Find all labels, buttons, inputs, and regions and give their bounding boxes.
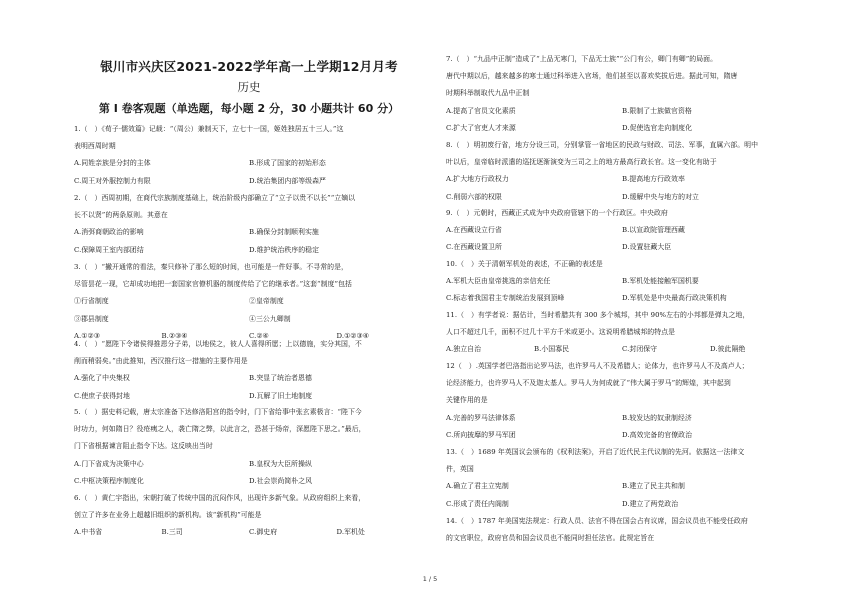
- option: A.独立自治: [446, 345, 482, 354]
- option: A.门下省成为决策中心: [74, 459, 144, 468]
- question-line: 13.（ ）1689 年英国议会颁布的《权利法案》，开启了近代民主代议制的先河。依据这一法律文: [446, 448, 745, 456]
- option: ③郡县制度: [74, 314, 109, 323]
- question-line: 叶以后，皇帝临时派遣的巡抚逐渐演变为三司之上的地方最高行政长官。这一变化有助于: [446, 158, 717, 167]
- page-number: 1 / 5: [422, 575, 438, 583]
- option: A.消弭商朝政治的影响: [74, 228, 144, 237]
- option: B.以宣政院管理西藏: [622, 226, 685, 235]
- option: ④三公九卿制: [249, 314, 291, 323]
- question-11: [446, 307, 798, 359]
- question-line: 表明西周时期: [74, 142, 116, 151]
- option: B.建立了民主共和制: [622, 482, 685, 491]
- option: D.维护统治秩序的稳定: [249, 245, 320, 254]
- question-line: 关键作用的是: [446, 396, 488, 405]
- section-heading: 第 I 卷客观题（单选题，每小题 2 分，30 小题共计 60 分）: [98, 102, 400, 115]
- question-8: [446, 137, 798, 206]
- exam-subject: 历史: [237, 80, 261, 94]
- question-line: 2.（ ）西周初期，在商代宗族制度基础上，统治阶级内部确立了“立子以贵不以长”“立嫡以: [74, 194, 356, 202]
- option: C.标志着我国君主专制统治发展到顶峰: [446, 294, 565, 303]
- question-line: 11.（ ）有学者说：据估计，当时希腊共有 300 多个城邦，其中 90%左右的小邦都是弹丸之地，: [446, 311, 750, 319]
- option: C.保障周王室内部团结: [74, 245, 144, 254]
- option: D.彼此隔绝: [710, 345, 746, 354]
- option: D.促使选官走向制度化: [622, 123, 693, 132]
- question-14: [446, 513, 798, 547]
- question-10: [446, 256, 798, 308]
- option: C.使庶子获得封地: [74, 391, 130, 400]
- question-line: 长不以贤”的两条原则。其意在: [74, 211, 168, 220]
- question-line: 论经济能力，也许罗马人不及迦太基人。罗马人为何成就了“伟大属于罗马”的辉煌，其中起到: [446, 379, 731, 388]
- question-line: 7.（ ）“九品中正制”造成了“上品无寒门，下品无士族”“公门有公，卿门有卿”的局面。: [446, 55, 718, 63]
- option: C.封闭保守: [622, 345, 658, 354]
- option: C.中枢决策程序制度化: [74, 476, 144, 485]
- question-4: [74, 336, 424, 405]
- question-line: 4.（ ）“愿陛下令诸侯得推恩分子弟，以地侯之，彼人人喜得所愿；上以德施，实分其国，不: [74, 340, 362, 348]
- question-line: 1.（ ）《荀子·儒效篇》记载：“（周公）兼制天下，立七十一国，姬姓独居五十三人。”这: [74, 125, 344, 133]
- question-line: 削而稍弱矣。”由此推知，西汉推行这一措施的主要作用是: [74, 357, 248, 366]
- option: B.突显了统治者恩德: [249, 374, 312, 383]
- option: A.完善的罗马法律体系: [446, 413, 516, 422]
- question-line: 12（ ）.英国学者巴洛指出论罗马法，也许罗马人不及希腊人；论体力，也许罗马人不及高卢人；: [446, 362, 749, 370]
- question-9: [446, 205, 798, 257]
- option: B.三司: [161, 528, 183, 537]
- question-line: 尽管昙花一现，它却成功地把一套国家官僚机器的制度传给了它的继承者。”这套“制度”包括: [74, 280, 352, 289]
- question-5: [74, 404, 424, 490]
- option: A.强化了中央集权: [74, 374, 130, 383]
- option: B.皇权为大臣所操纵: [249, 459, 312, 468]
- question-1: [74, 121, 424, 190]
- option: A.中书省: [74, 528, 103, 537]
- option: C.扩大了官吏人才来源: [446, 123, 516, 132]
- question-6: [74, 490, 424, 542]
- question-12: [446, 358, 798, 444]
- option: A.提高了官员文化素质: [446, 106, 516, 115]
- option: D.缓解中央与地方的对立: [622, 192, 699, 201]
- question-line: 创立了许多在业务上超越旧组织的新机构。该“新机构”可能是: [74, 511, 262, 520]
- option: C.②④: [249, 331, 269, 340]
- question-7: [446, 51, 798, 137]
- question-line: 人口不超过几千，面积不过几十平方千米或更小。这说明希腊城邦的特点是: [446, 328, 676, 337]
- question-line: 5.（ ）据史料记载，唐太宗准备下达修洛阳宫的指令时，门下省给事中张玄素极言：“陛下今: [74, 408, 362, 416]
- option: A.扩大地方行政权力: [446, 175, 509, 184]
- option: D.瓦解了旧土地制度: [249, 391, 313, 400]
- question-line: 时期科举制取代九品中正制: [446, 89, 530, 98]
- option: D.军机处是中央最高行政决策机构: [622, 294, 727, 303]
- option: A.在西藏设立行省: [446, 226, 502, 235]
- question-3: [74, 259, 424, 345]
- option: D.①②③④: [336, 331, 369, 340]
- option: B.形成了国家的初始形态: [249, 159, 326, 168]
- option: B.确保分封制顺利实施: [249, 228, 319, 237]
- option: B.提高地方行政效率: [622, 175, 685, 184]
- option: B.较发达的奴隶制经济: [622, 413, 692, 422]
- option: D.高效完备的官僚政治: [622, 430, 693, 439]
- option: B.军机处能接触军国机要: [622, 277, 699, 286]
- option: B.小国寡民: [534, 345, 570, 354]
- option: C.形成了责任内阁制: [446, 499, 509, 508]
- question-line: 门下省根据谏言阻止指令下达。这反映出当时: [74, 442, 213, 451]
- question-line: 10.（ ）关于清朝军机处的表述，不正确的表述是: [446, 260, 603, 268]
- option: ②皇帝制度: [249, 297, 284, 306]
- option: A.军机大臣由皇帝挑选的亲信充任: [446, 277, 551, 286]
- question-line: 时功力，何如隋日？役疮痍之人，袭亡隋之弊，以此言之，恐甚于炀帝，深愿陛下思之。”最后，: [74, 425, 366, 434]
- option: D.军机处: [336, 528, 365, 537]
- question-line: 的文官职位，政府官员和国会议员也不能同时担任法官。此规定旨在: [446, 534, 655, 543]
- option: A.同姓亲族是分封的主体: [74, 159, 151, 168]
- option: C.御史府: [249, 528, 278, 537]
- option: ①行省制度: [74, 297, 109, 306]
- question-13: [446, 444, 798, 513]
- question-line: 9.（ ）元朝时，西藏正式成为中央政府管辖下的一个行政区。中央政府: [446, 209, 668, 217]
- option: A.①②③: [74, 331, 100, 340]
- option: D.统治集团内部等级森严: [249, 176, 326, 185]
- option: B.②③④: [161, 331, 188, 340]
- question-line: 件，英国: [446, 465, 474, 474]
- question-line: 6.（ ）黄仁宇指出，宋朝打破了传统中国的沉闷作风，出现许多新气象。从政府组织上来看，: [74, 494, 366, 502]
- question-line: 唐代中期以后，越来越多的寒士通过科举进入官场，他们甚至以喜欢奖拔后进。据此可知，隋唐: [446, 72, 738, 81]
- option: B.限制了士族做官资格: [622, 106, 692, 115]
- option: C.周王对外服控制力有限: [74, 176, 151, 185]
- option: C.在西藏设置卫所: [446, 243, 502, 252]
- question-2: [74, 190, 424, 259]
- question-line: 14.（ ）1787 年美国宪法规定：行政人员、法官不得在国会占有议席，国会议员也不能受任政府: [446, 517, 748, 525]
- option: D.设置驻藏大臣: [622, 243, 672, 252]
- option: A.确立了君主立宪制: [446, 482, 509, 491]
- question-line: 3.（ ）“撇开通常的看法，秦只修补了那么短的时间，也可能是一件好事。不寻常的是，: [74, 263, 348, 271]
- option: C.削弱六部的权限: [446, 192, 502, 201]
- exam-title: 银川市兴庆区2021-2022学年高一上学期12月月考: [100, 59, 398, 74]
- option: D.建立了两党政治: [622, 499, 679, 508]
- option: D.社会崇尚简朴之风: [249, 476, 313, 485]
- option: C.所向披靡的罗马军团: [446, 430, 516, 439]
- question-line: 8.（ ）明初废行省，地方分设三司，分别掌管一省地区的民政与财政、司法、军事，直属六部。明中: [446, 141, 759, 149]
